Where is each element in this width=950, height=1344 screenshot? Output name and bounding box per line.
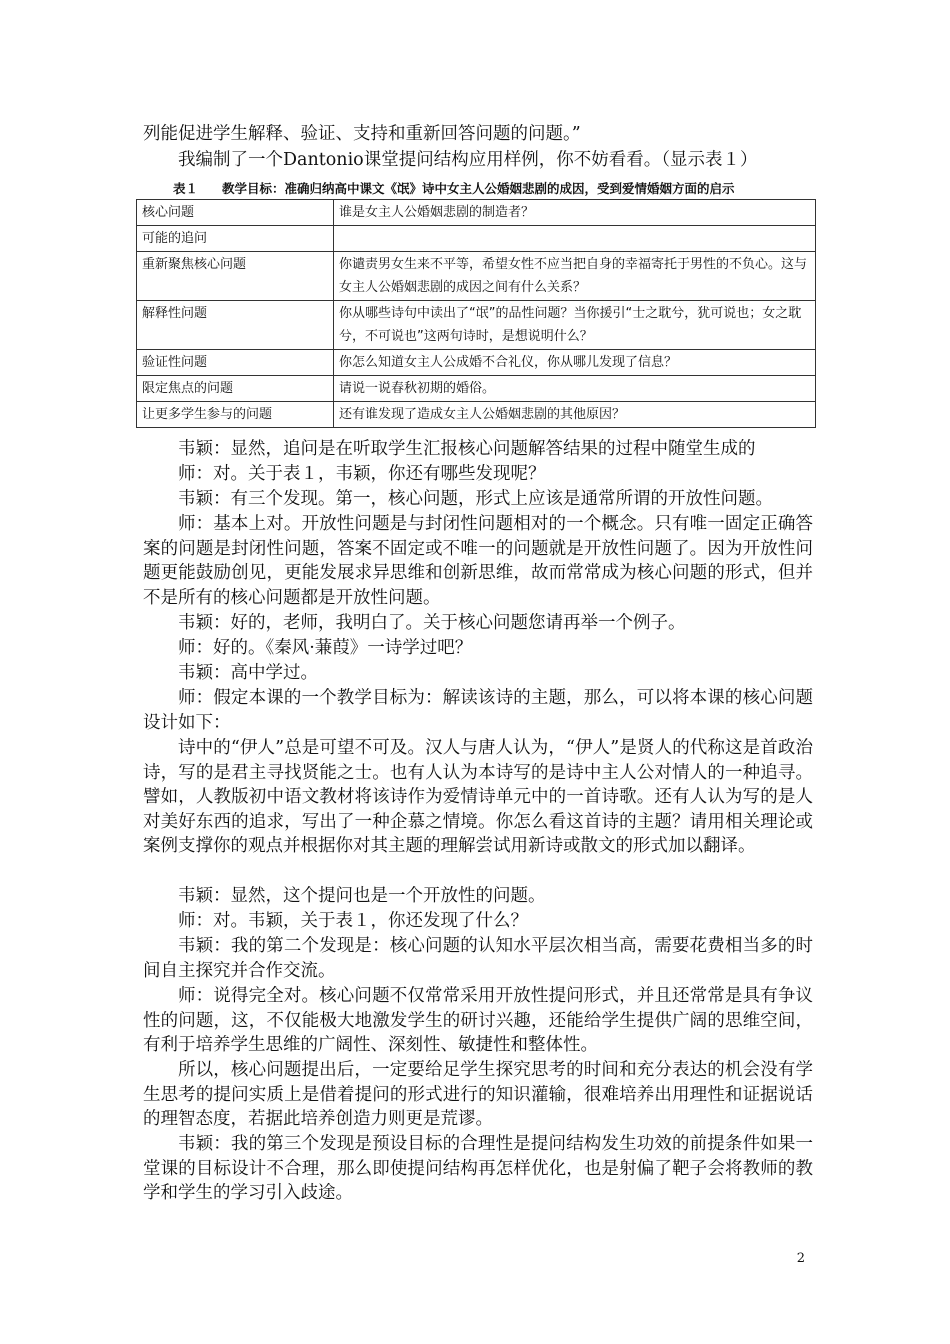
dialogue-paragraph: 韦颖：显然，这个提问也是一个开放性的问题。	[178, 886, 546, 906]
dialogue-paragraph: 所以，核心问题提出后，一定要给足学生探究思考的时间和充分表达的机会没有学生思考的提问实质上是借着提问的形式进行的知识灌输，很难培养出用理性和证据说话的理智态度，若据此培养创造力则更是荒谬。	[143, 1060, 813, 1130]
dialogue-paragraph: 韦颖：我的第二个发现是：核心问题的认知水平层次相当高，需要花费相当多的时间自主探究并合作交流。	[143, 936, 813, 981]
row-content: 谁是女主人公婚姻悲剧的制造者？	[334, 200, 816, 226]
row-label: 验证性问题	[137, 350, 334, 376]
row-content	[334, 226, 816, 252]
question-structure-table	[136, 199, 816, 428]
dialogue-paragraph: 师：对。关于表１，韦颖，你还有哪些发现呢？	[178, 464, 546, 484]
dialogue-paragraph: 韦颖：好的，老师，我明白了。关于核心问题您请再举一个例子。	[178, 613, 686, 633]
page-number: 2	[796, 1251, 805, 1266]
dialogue-paragraph: 师：基本上对。开放性问题是与封闭性问题相对的一个概念。只有唯一固定正确答案的问题是封闭性问题，答案不固定或不唯一的问题就是开放性问题了。因为开放性问题更能鼓励创见，更能发展求异思维和创新思维，故而常常成为核心问题的形式，但并不是所有的核心问题都是开放性问题。	[143, 514, 813, 608]
row-label: 让更多学生参与的问题	[137, 402, 334, 428]
row-label: 核心问题	[137, 200, 334, 226]
row-label: 解释性问题	[137, 301, 334, 350]
table-caption	[143, 179, 823, 197]
dialogue-paragraph: 韦颖：显然，追问是在听取学生汇报核心问题解答结果的过程中随堂生成的	[178, 439, 756, 459]
table-row	[137, 252, 816, 301]
table-row	[137, 200, 816, 226]
row-label: 限定焦点的问题	[137, 376, 334, 402]
table-row	[137, 301, 816, 350]
dialogue-paragraph: 诗中的“伊人”总是可望不可及。汉人与唐人认为，“伊人”是贤人的代称这是首政治诗，写的是君主寻找贤能之士。也有人认为本诗写的是诗中主人公对情人的一种追寻。譬如，人教版初中语文教材将该诗作为爱情诗单元中的一首诗歌。还有人认为写的是人对美好东西的追求，写出了一种企慕之情境。你怎么看这首诗的主题？请用相关理论或案例支撑你的观点并根据你对其主题的理解尝试用新诗或散文的形式加以翻译。	[143, 738, 813, 857]
dialogue-paragraph: 韦颖：高中学过。	[178, 663, 318, 683]
table-row	[137, 402, 816, 428]
table-row	[137, 226, 816, 252]
dialogue-paragraph: 韦颖：我的第三个发现是预设目标的合理性是提问结构发生功效的前提条件如果一堂课的目标设计不合理，那么即使提问结构再怎样优化，也是射偏了靶子会将教师的教学和学生的学习引入歧途。	[143, 1134, 813, 1204]
row-label: 可能的追问	[137, 226, 334, 252]
table-row	[137, 350, 816, 376]
table-caption-number: 表１	[173, 181, 199, 196]
row-label: 重新聚焦核心问题	[137, 252, 334, 301]
row-content: 还有谁发现了造成女主人公婚姻悲剧的其他原因？	[334, 402, 816, 428]
dialogue-paragraph: 师：好的。《秦风·蒹葭》一诗学过吧？	[178, 638, 473, 658]
paragraph: 列能促进学生解释、验证、支持和重新回答问题的问题。”	[143, 124, 581, 144]
row-content: 请说一说春秋初期的婚俗。	[334, 376, 816, 402]
dialogue-paragraph: 师：说得完全对。核心问题不仅常常采用开放性提问形式，并且还常常是具有争议性的问题，这，不仅能极大地激发学生的研讨兴趣，还能给学生提供广阔的思维空间，有利于培养学生思维的广阔性、深刻性、敏捷性和整体性。	[143, 986, 813, 1056]
dialogue-paragraph: 韦颖：有三个发现。第一，核心问题，形式上应该是通常所谓的开放性问题。	[178, 489, 773, 509]
table-row	[137, 376, 816, 402]
dialogue-paragraph: 师：假定本课的一个教学目标为：解读该诗的主题，那么，可以将本课的核心问题设计如下：	[143, 688, 813, 733]
table-caption-text: 教学目标：准确归纳高中课文《氓》诗中女主人公婚姻悲剧的成因，受到爱情婚姻方面的启示	[222, 181, 735, 196]
paragraph: 我编制了一个Dantonio课堂提问结构应用样例，你不妨看看。（显示表１）	[178, 150, 758, 170]
row-content: 你谴责男女生来不平等，希望女性不应当把自身的幸福寄托于男性的不负心。这与女主人公婚姻悲剧的成因之间有什么关系？	[334, 252, 816, 301]
dialogue-paragraph: 师：对。韦颖，关于表１，你还发现了什么？	[178, 911, 528, 931]
row-content: 你怎么知道女主人公成婚不合礼仪，你从哪儿发现了信息？	[334, 350, 816, 376]
row-content: 你从哪些诗句中读出了“氓”的品性问题？当你援引“士之耽兮，犹可说也；女之耽兮，不可说也”这两句诗时，是想说明什么？	[334, 301, 816, 350]
